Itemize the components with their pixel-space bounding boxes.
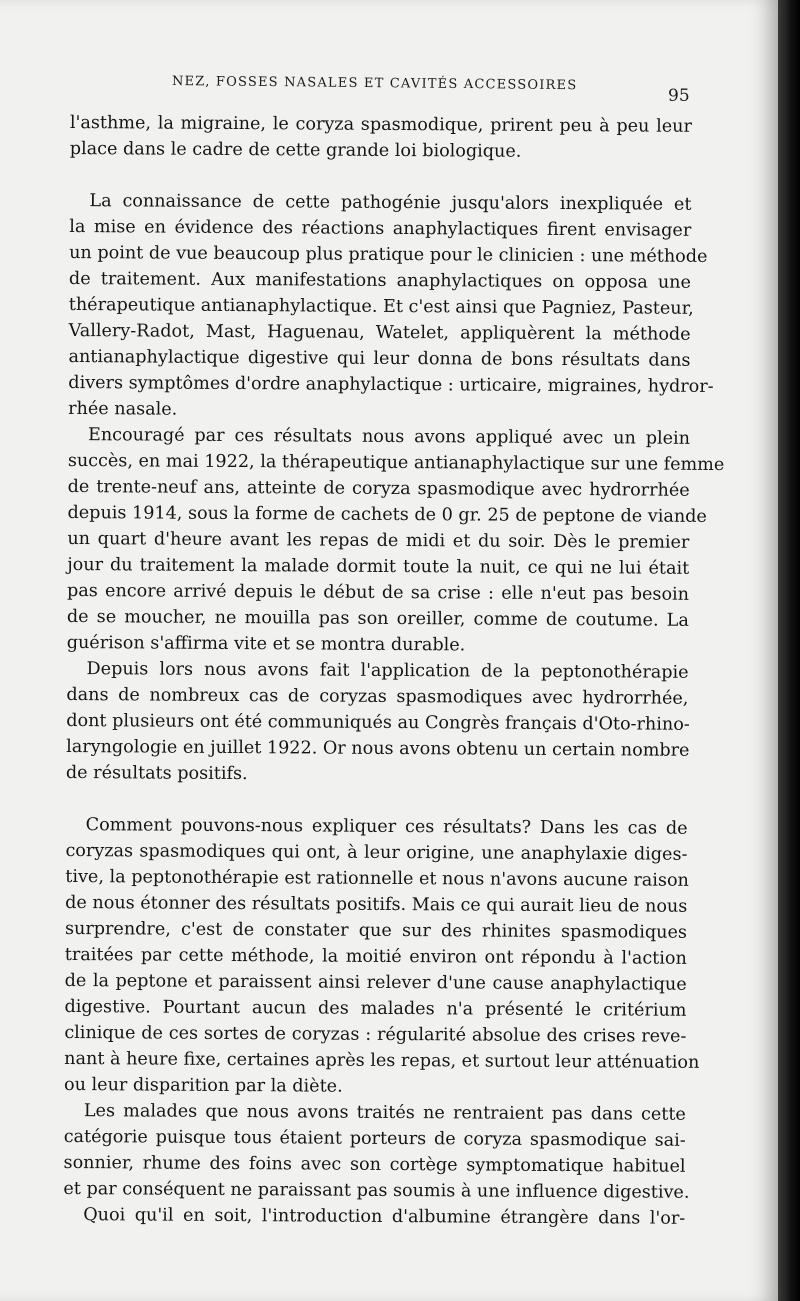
text-line: divers symptômes d'ordre anaphylactique : urticaire, migraines, hydror- (68, 372, 714, 397)
text-line: de la peptone et paraissent ainsi relever d'une cause anaphylactique (64, 970, 687, 995)
text-line: depuis 1914, sous la forme de cachets de 0 gr. 25 de peptone de viande (67, 502, 707, 527)
text-line: La connaissance de cette pathogénie jusqu'alors inexpliquée et (89, 191, 692, 215)
text-line: de nous étonner des résultats positifs. Mais ce qui aurait lieu de nous (65, 892, 688, 917)
text-line: pas encore arrivé depuis le début de sa crise : elle n'eut pas besoin (67, 580, 690, 605)
text-line: Encouragé par ces résultats nous avons appliqué avec un plein (87, 425, 691, 449)
text-line: thérapeutique antianaphylactique. Et c'est ainsi que Pagniez, Pasteur, (68, 294, 694, 319)
text-line: Vallery-Radot, Mast, Haguenau, Watelet, appliquèrent la méthode (68, 320, 691, 345)
text-line: laryngologie en juillet 1922. Or nous avons obtenu un certain nombre (66, 736, 690, 761)
text-line: rhée nasale. (68, 398, 178, 420)
text-line: sonnier, rhume des foins avec son cortège symptomatique habituel (63, 1152, 686, 1177)
text-line: catégorie puisque tous étaient porteurs de coryza spasmodique sai- (63, 1126, 686, 1151)
paragraph-5 (63, 812, 700, 1102)
body-text (63, 110, 725, 1232)
text-line: digestive. Pourtant aucun des malades n'a présenté le critérium (64, 996, 687, 1021)
text-line: Comment pouvons-nous expliquer ces résultats? Dans les cas de (85, 815, 688, 839)
text-line: et par conséquent ne paraissant pas soumis à une influence digestive. (63, 1178, 690, 1203)
text-line: guérison s'affirma vite et se montra durable. (66, 632, 466, 656)
text-line: succès, en mai 1922, la thérapeutique antianaphylactique sur une femme (67, 450, 725, 476)
paragraph-1 (70, 110, 692, 166)
text-line: de traitement. Aux manifestations anaphylactiques on opposa une (68, 268, 692, 293)
text-line: l'asthme, la migraine, le coryza spasmodique, prirent peu à peu leur (69, 112, 692, 137)
paragraph-spacer (70, 162, 692, 192)
text-line: dont plusieurs ont été communiqués au Congrès français d'Oto-rhino- (66, 710, 690, 735)
text-line: un point de vue beaucoup plus pratique pour le clinicien : une méthode (69, 242, 708, 267)
text-line: ou leur disparition par la diète. (63, 1074, 343, 1097)
page-number: 95 (668, 86, 690, 106)
text-line: la mise en évidence des réactions anaphylactiques firent envisager (69, 216, 692, 241)
text-line: de se moucher, ne mouilla pas son oreiller, comme de coutume. La (66, 606, 689, 631)
text-line: dans de nombreux cas de coryzas spasmodiques avec hydrorrhée, (66, 684, 689, 709)
text-line: de résultats positifs. (65, 762, 248, 785)
page-edge-shadow (778, 0, 800, 1301)
paragraph-3 (66, 422, 725, 660)
paragraph-7 (63, 1202, 685, 1232)
paragraph-2 (68, 188, 714, 426)
text-line: place dans le cadre de cette grande loi biologique. (69, 138, 522, 162)
text-line: coryzas spasmodiques qui ont, à leur origine, une anaphylaxie diges- (65, 840, 688, 865)
text-line: tive, la peptonothérapie est rationnelle et nous n'avons aucune raison (65, 866, 689, 891)
running-title: NEZ, FOSSES NASALES ET CAVITÉS ACCESSOIRES (171, 74, 578, 94)
text-line: un quart d'heure avant les repas de midi et du soir. Dès le premier (67, 528, 690, 553)
text-line: clinique de ces sortes de coryzas : régularité absolue des crises reve- (64, 1022, 687, 1047)
text-line: jour du traitement la malade dormit toute la nuit, ce qui ne lui était (67, 554, 690, 579)
paragraph-spacer (66, 786, 688, 816)
text-line: de trente-neuf ans, atteinte de coryza spasmodique avec hydrorrhée (67, 476, 690, 501)
text-line: surprendre, c'est de constater que sur des rhinites spasmodiques (64, 918, 688, 943)
text-line: antianaphylactique digestive qui leur donna de bons résultats dans (68, 346, 691, 371)
text-line: traitées par cette méthode, la moitié environ ont répondu à l'action (64, 944, 687, 969)
paragraph-6 (63, 1098, 690, 1206)
text-line: Les malades que nous avons traités ne rentraient pas dans cette (83, 1101, 686, 1125)
text-line: Quoi qu'il en soit, l'introduction d'albumine étrangère dans l'or- (83, 1205, 686, 1229)
text-line: nant à heure fixe, certaines après les repas, et surtout leur atténuation (64, 1048, 700, 1073)
text-line: Depuis lors nous avons fait l'application de la peptonothérapie (86, 659, 689, 683)
paragraph-4 (66, 656, 689, 790)
